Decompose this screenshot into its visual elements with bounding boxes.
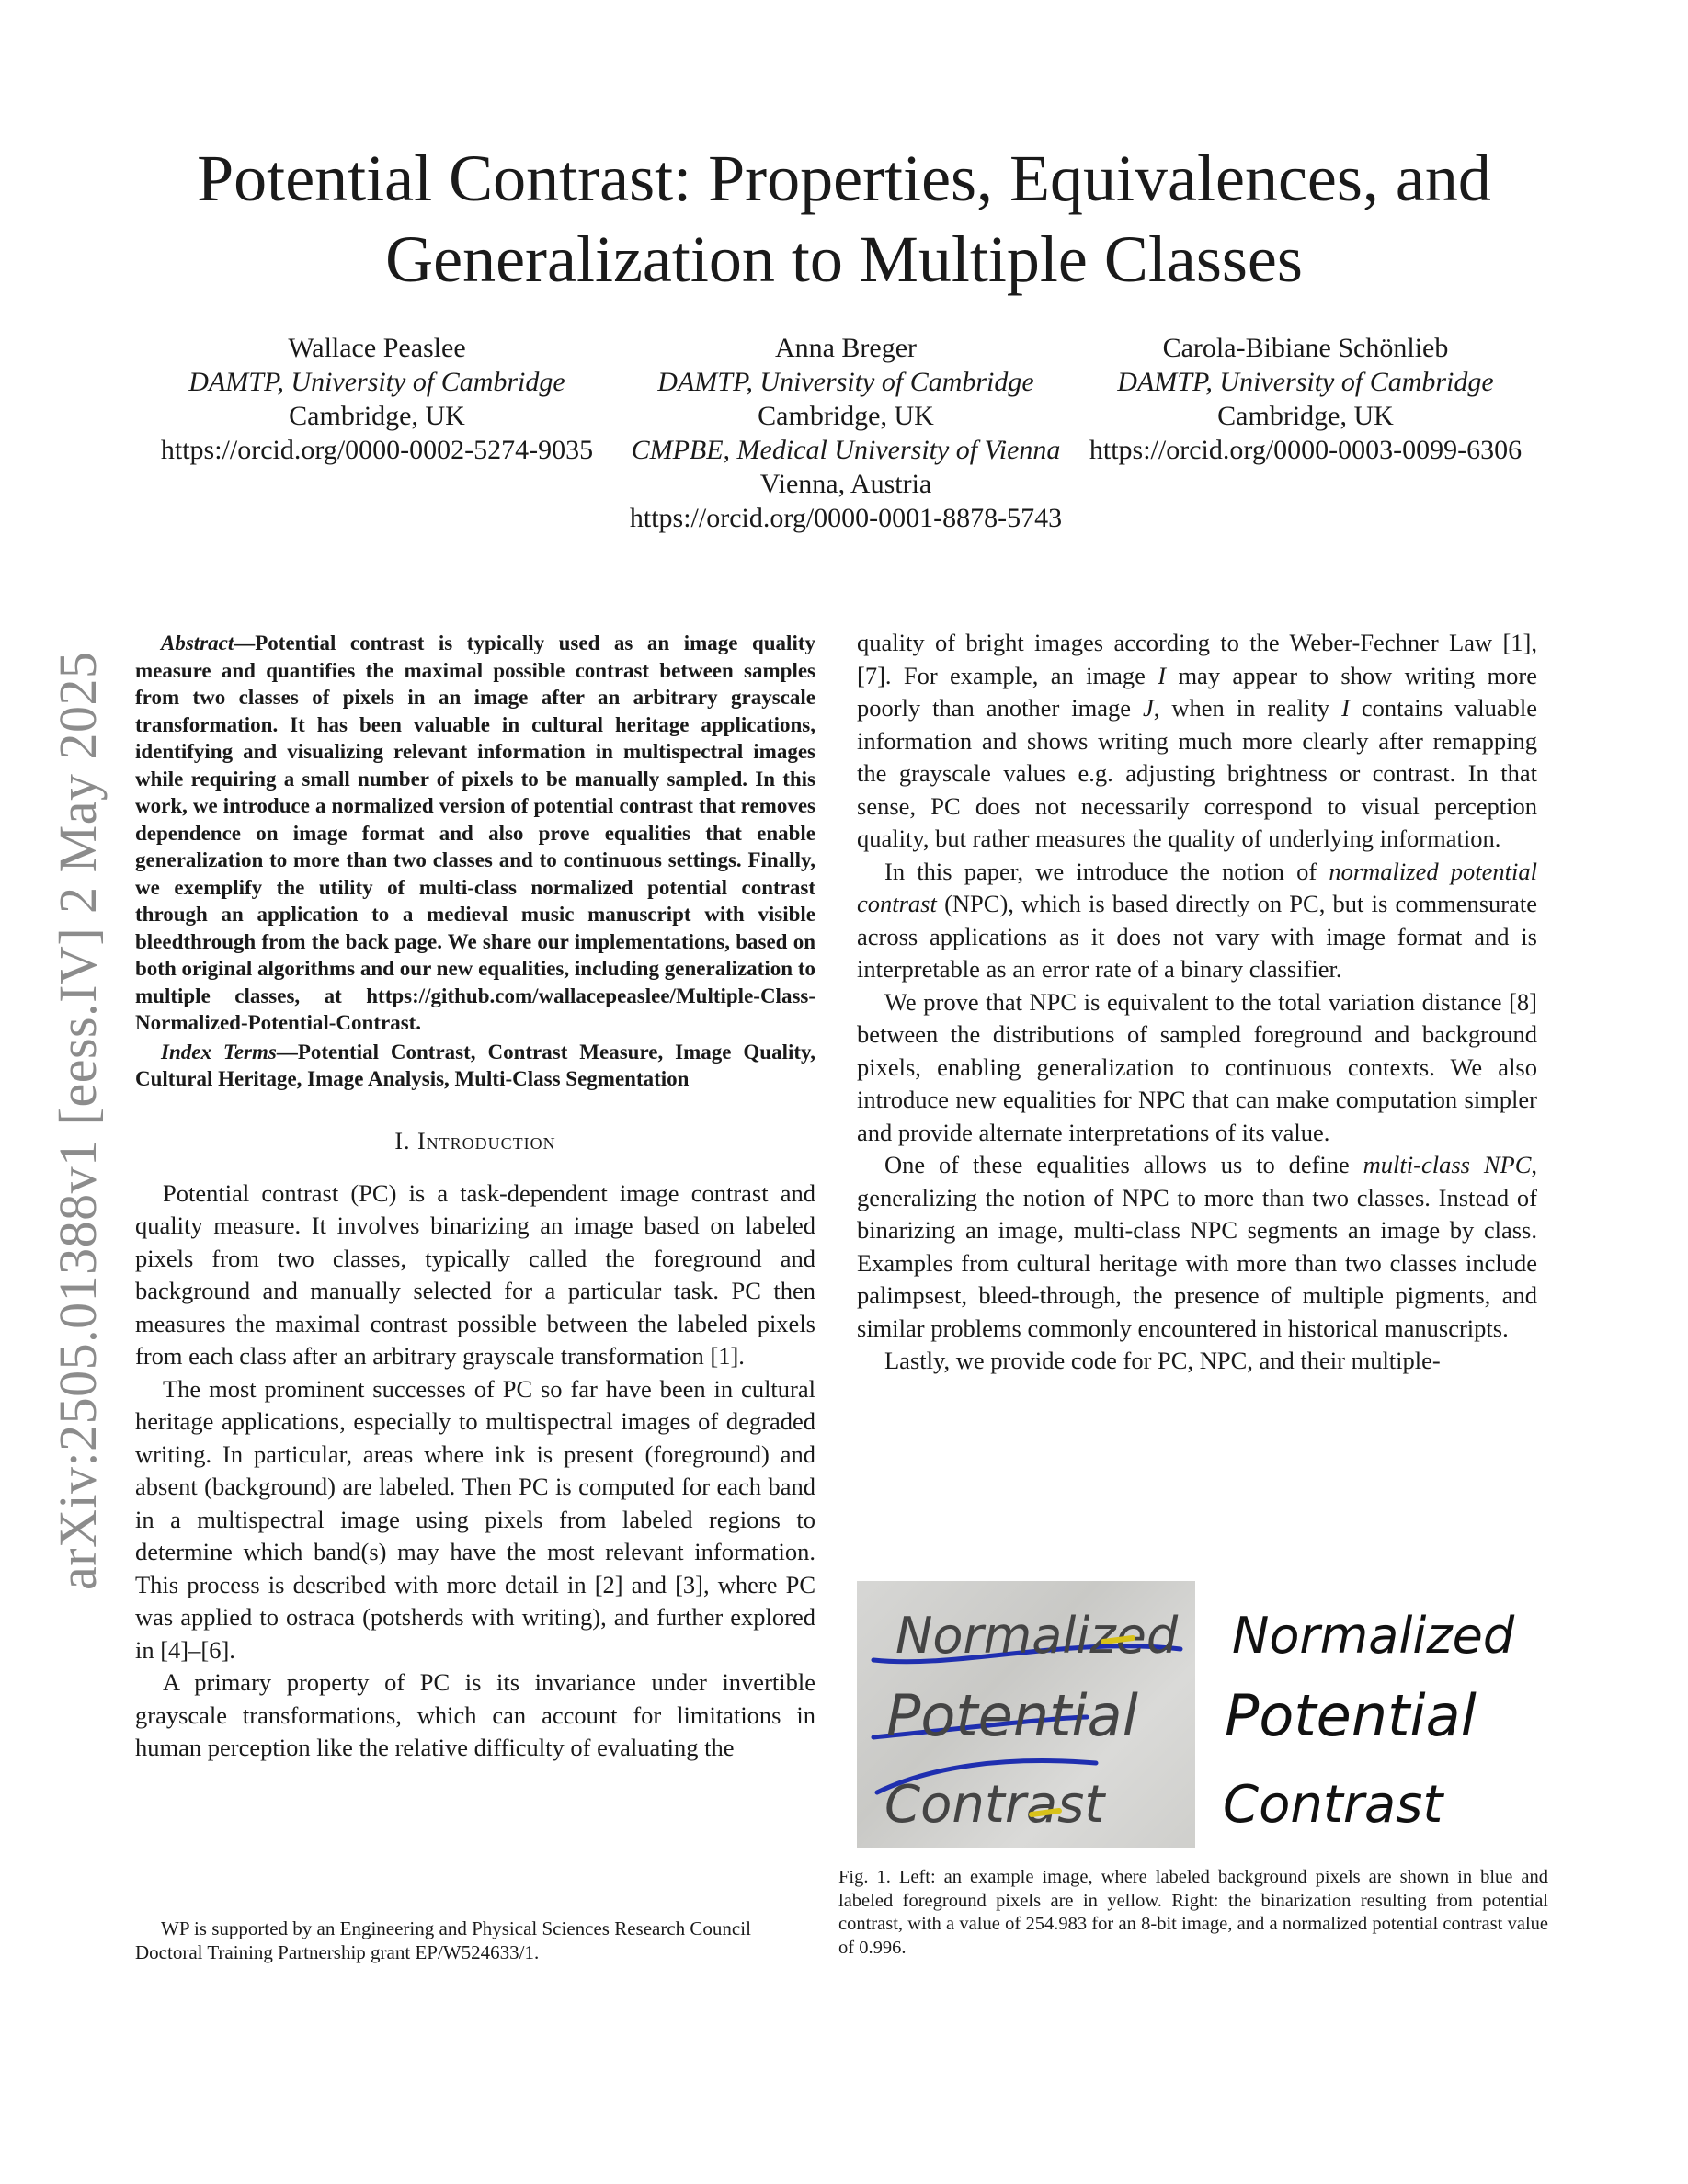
footnote <box>135 1917 815 1964</box>
abstract <box>135 630 815 1037</box>
paragraph: We prove that NPC is equivalent to the total variation distance [8] between the distributions of sampled foreground and background pixels, enabling generalization to continuous contexts. We also introduce new equalities for NPC that can make computation simpler and provide alternate interpretations of its value. <box>857 987 1537 1146</box>
figure-example-image <box>857 1581 1195 1848</box>
author-affiliation-2: CMPBE, Medical University of Vienna <box>631 435 1061 465</box>
index-terms <box>135 1039 815 1093</box>
right-column <box>857 627 1537 1378</box>
section-title: Introduction <box>417 1127 556 1155</box>
figure-1 <box>857 1581 1537 1848</box>
author-block-1 <box>138 331 616 467</box>
handwriting-word: Contrast <box>884 1775 1105 1835</box>
paragraph: The most prominent successes of PC so far have been in cultural heritage applications, especially to multispectral images of degraded writing. In particular, areas where ink is present (foreground) and absent (background) are labeled. Then PC is computed for each band in a multispectral image using pixels from labeled regions to determine which band(s) may have the most relevant information. This process is described with more detail in [2] and [3], where PC was applied to ostraca (potsherds with writing), and further explored in [4]–[6]. <box>135 1374 815 1664</box>
text-span: In this paper, we introduce the notion of <box>884 857 1329 885</box>
paragraph-continuation: quality of bright images according to the Weber-Fechner Law [1], [7]. For example, an image I may appear to show writing more poorly than another image J, when in reality I contains valuable information and shows writing much more clearly after remapping the grayscale values e.g. adjusting brightness or contrast. In that sense, PC does not necessarily correspond to visual perception quality, but rather measures the quality of underlying information. <box>857 629 1538 852</box>
author-orcid[interactable]: https://orcid.org/0000-0003-0099-6306 <box>1089 435 1523 465</box>
intro-left-text <box>135 1177 815 1765</box>
labeled-image-drawing <box>857 1581 1195 1848</box>
author-orcid[interactable]: https://orcid.org/0000-0002-5274-9035 <box>160 435 594 465</box>
handwriting-word: Potential <box>886 1682 1138 1749</box>
paragraph <box>857 856 1537 986</box>
footnote-text: WP is supported by an Engineering and Physical Sciences Research Council Doctoral Training Partnership grant EP/W524633/1. <box>135 1917 751 1963</box>
author-block-3 <box>1066 331 1545 467</box>
author-block-2 <box>607 331 1085 535</box>
paper-title <box>0 138 1688 300</box>
handwriting-word: Normalized <box>895 1607 1179 1665</box>
text-span: , generalizing the notion of NPC to more than two classes. Instead of binarizing an image, multi-class NPC segments an image by class. Examples from cultural heritage with more than two classes include palimpsest, bleed-through, the presence of multiple pigments, and similar problems commonly encountered in historical manuscripts. <box>857 1151 1537 1342</box>
author-name: Anna Breger <box>774 333 918 363</box>
author-orcid[interactable]: https://orcid.org/0000-0001-8878-5743 <box>629 503 1063 533</box>
author-name: Carola-Bibiane Schönlieb <box>1162 333 1449 363</box>
emphasis: multi-class NPC <box>1363 1151 1532 1178</box>
intro-right-text <box>857 627 1537 1378</box>
section-heading <box>135 1128 815 1155</box>
foreground-label-stroke <box>1103 1638 1133 1642</box>
abstract-label: Abstract <box>161 631 234 654</box>
title-line-1: Potential Contrast: Properties, Equivalences, and <box>197 142 1491 215</box>
arxiv-stamp: arXiv:2505.01388v1 [eess.IV] 2 May 2025 <box>48 651 108 1590</box>
handwriting-word: Contrast <box>1223 1775 1443 1835</box>
author-location: Cambridge, UK <box>758 401 934 431</box>
abstract-text: —Potential contrast is typically used as an image quality measure and quantifies the maximal possible contrast between samples from two classes of pixels in an image after an arbitrary grayscale transformation. It has been valuable in cultural heritage applications, identifying and visualizing relevant information in multispectral images while requiring a small number of pixels to be manually sampled. In this work, we introduce a normalized version of potential contrast that removes dependence on image format and also prove equalities that enable generalization to more than two classes and to continuous settings. Finally, we exemplify the utility of multi-class normalized potential contrast through an application to a medieval music manuscript with visible bleedthrough from the back page. We share our implementations, based on both original algorithms and our new equalities, including generalization to multiple classes, at https://github.com/wallacepeaslee/Multiple-Class-Normalized-Potential-Contrast. <box>135 631 815 1034</box>
author-location: Cambridge, UK <box>1217 401 1394 431</box>
handwriting-word: Normalized <box>1232 1607 1515 1665</box>
section-number: I. <box>394 1127 411 1155</box>
foreground-label-stroke <box>1032 1811 1059 1814</box>
paragraph <box>857 1149 1537 1345</box>
title-line-2: Generalization to Multiple Classes <box>385 222 1303 296</box>
paragraph-continued: A primary property of PC is its invariance under invertible grayscale transformations, which can account for limitations in human perception like the relative difficulty of evaluating the <box>135 1668 815 1761</box>
text-span: One of these equalities allows us to define <box>884 1151 1363 1178</box>
paragraph: Lastly, we provide code for PC, NPC, and their multiple- <box>884 1347 1441 1374</box>
paragraph: Potential contrast (PC) is a task-dependent image contrast and quality measure. It involves binarizing an image based on labeled pixels from two classes, typically called the foreground and background and manually selected for a particular task. PC then measures the maximal contrast possible between the labeled pixels from each class after an arbitrary grayscale transformation [1]. <box>135 1178 815 1370</box>
figure-caption: Fig. 1. Left: an example image, where labeled background pixels are shown in blue and labeled foreground pixels are in yellow. Right: the binarization resulting from potential contrast, with a value of 254.983 for an 8-bit image, and a normalized potential contrast value of 0.996. <box>838 1867 1548 1958</box>
emphasis: normalized potential contrast <box>857 857 1537 917</box>
author-name: Wallace Peaslee <box>288 333 466 363</box>
left-column <box>135 630 815 1765</box>
author-location-2: Vienna, Austria <box>759 469 932 499</box>
text-span: (NPC), which is based directly on PC, but is commensurate across applications as it does not vary with image format and is interpretable as an error rate of a binary classifier. <box>857 890 1537 983</box>
author-affiliation: DAMTP, University of Cambridge <box>1117 367 1494 397</box>
figure-binarization-result <box>1199 1581 1537 1848</box>
author-location: Cambridge, UK <box>289 401 465 431</box>
index-terms-text: —Potential Contrast, Contrast Measure, Image Quality, Cultural Heritage, Image Analysis, Multi-Class Segmentation <box>135 1040 815 1090</box>
binarized-image-drawing <box>1199 1581 1537 1848</box>
handwriting-word: Potential <box>1225 1682 1477 1749</box>
index-terms-label: Index Terms <box>161 1040 277 1064</box>
author-affiliation: DAMTP, University of Cambridge <box>657 367 1034 397</box>
author-affiliation: DAMTP, University of Cambridge <box>188 367 565 397</box>
